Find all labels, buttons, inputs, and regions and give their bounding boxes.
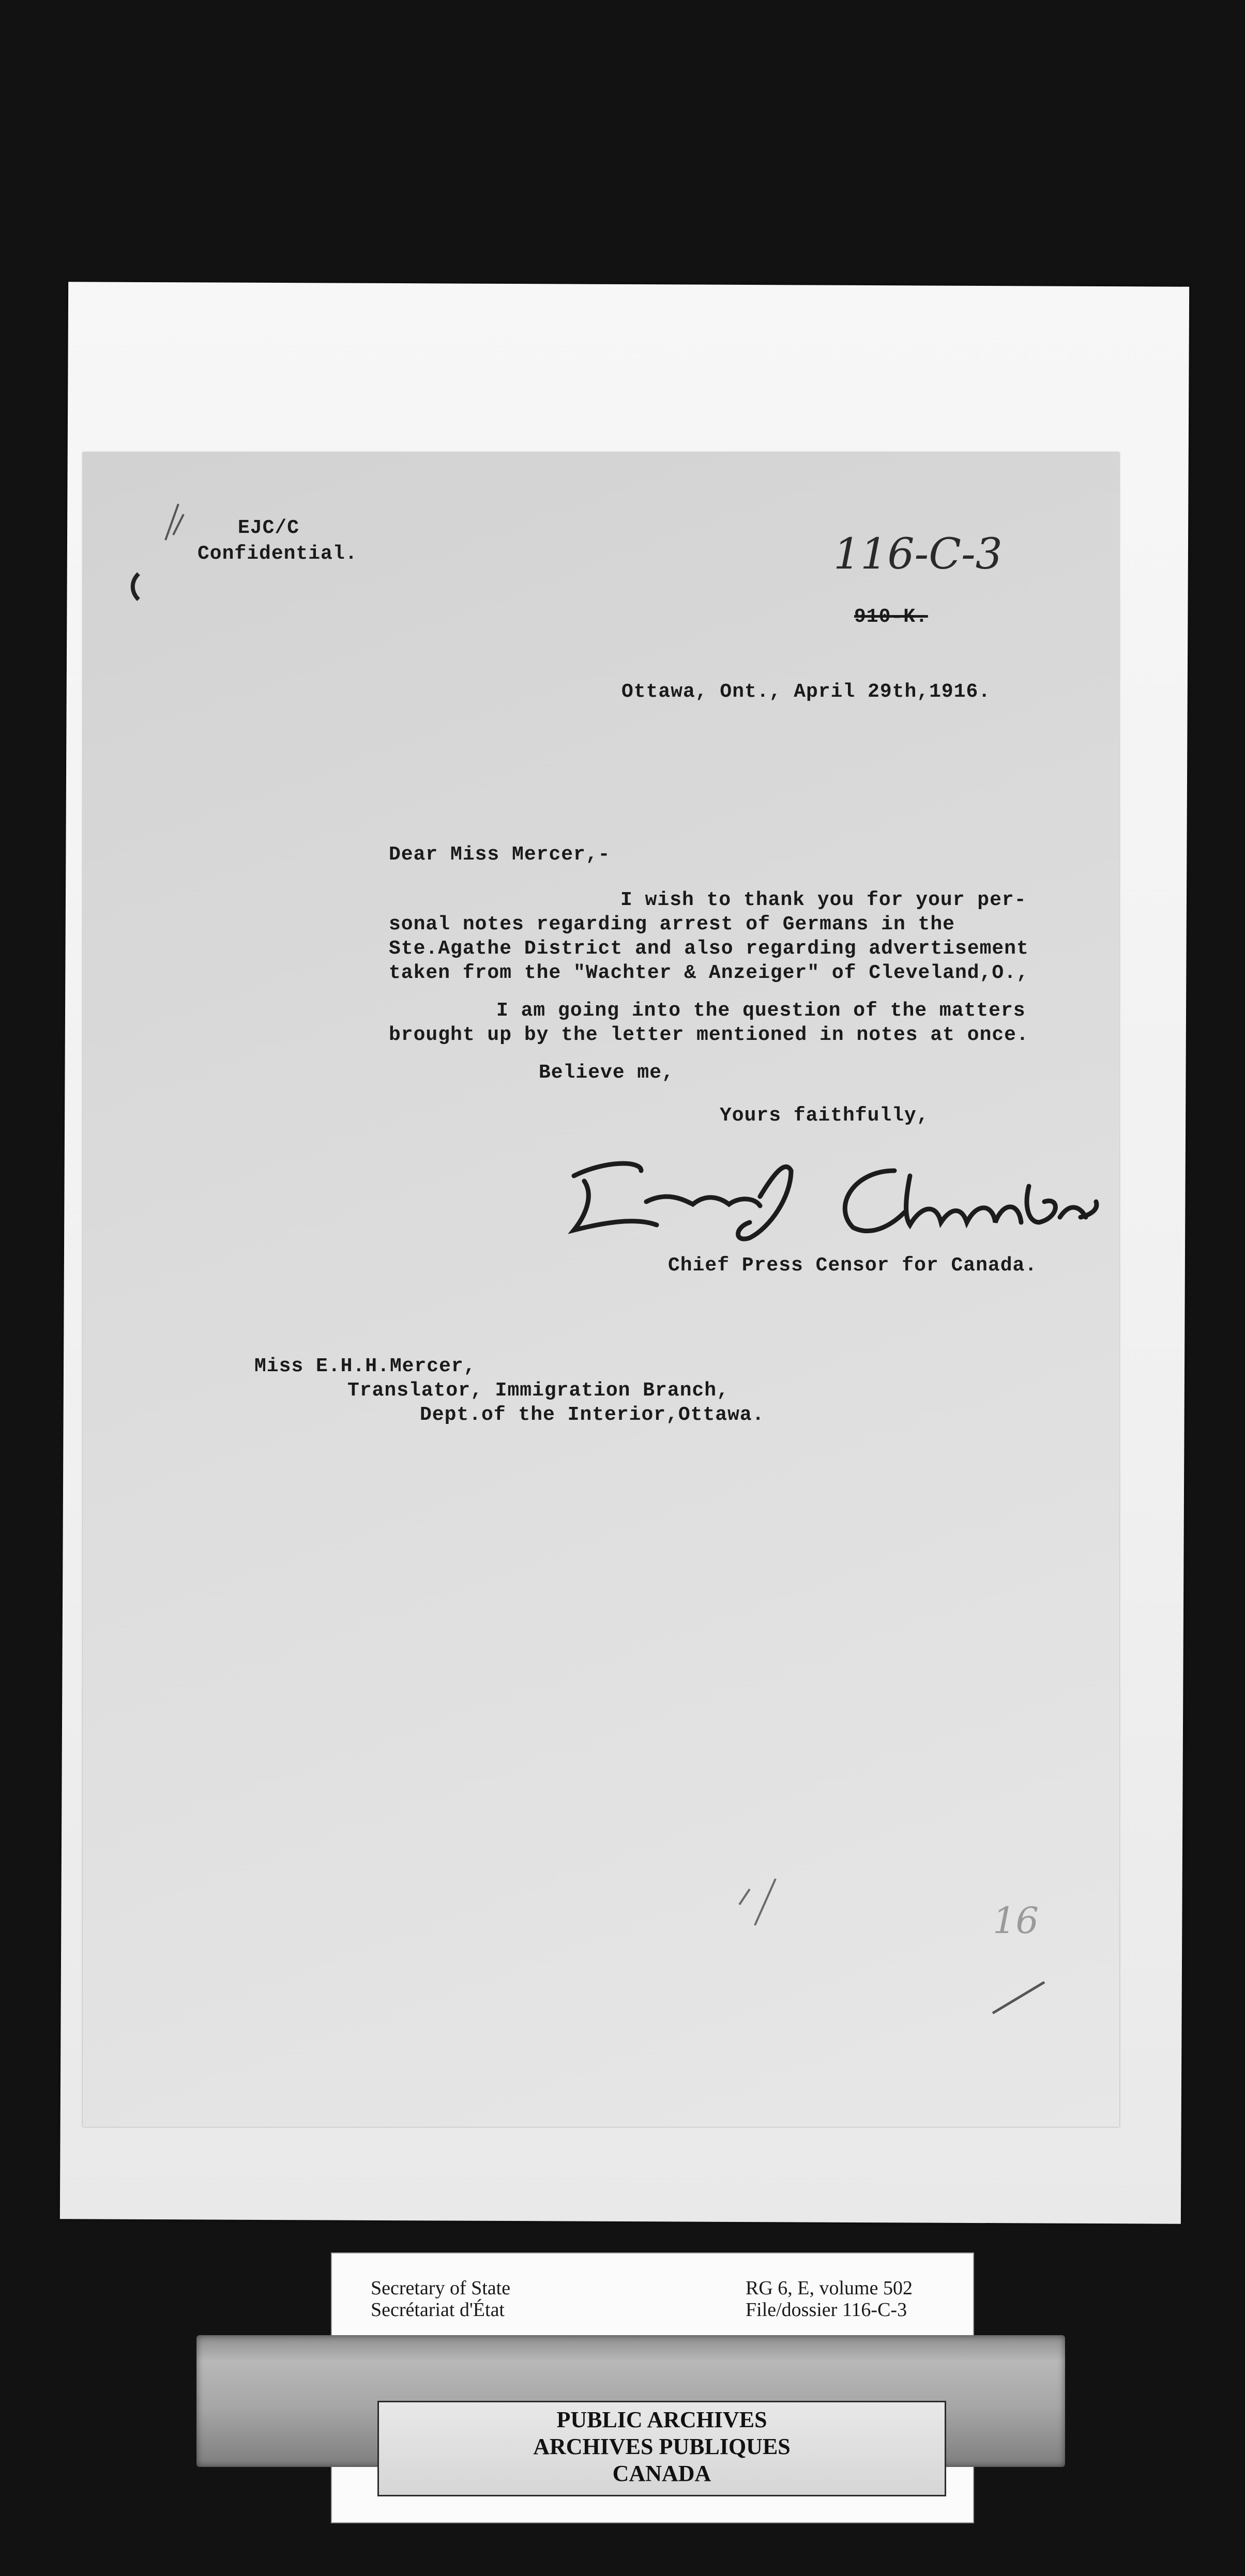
body-line: taken from the "Wachter & Anzeiger" of Cleveland,O., <box>389 962 1029 984</box>
stamp-line-1: PUBLIC ARCHIVES <box>556 2407 767 2432</box>
archive-record-group: RG 6, E, volume 502 <box>746 2277 913 2299</box>
hole-punch-mark <box>128 571 149 602</box>
body-line: brought up by the letter mentioned in notes at once. <box>389 1024 1029 1046</box>
archive-org-en: Secretary of State <box>371 2277 511 2299</box>
salutation: Dear Miss Mercer,- <box>389 844 611 866</box>
archive-file-number: File/dossier 116-C-3 <box>746 2299 907 2321</box>
body-line: I am going into the question of the matters <box>496 1000 1026 1022</box>
body-line: Ste.Agathe District and also regarding advertisement <box>389 938 1029 960</box>
pencil-mark <box>160 499 191 545</box>
margin-number: 16 <box>993 1899 1039 1942</box>
stamp-line-2: ARCHIVES PUBLIQUES <box>533 2434 791 2459</box>
recipient-name: Miss E.H.H.Mercer, <box>254 1355 476 1377</box>
letter-sheet <box>83 452 1119 2127</box>
recipient-dept: Dept.of the Interior,Ottawa. <box>420 1404 765 1426</box>
signature <box>564 1140 1101 1259</box>
body-line: sonal notes regarding arrest of Germans in the <box>389 913 955 936</box>
pencil-mark <box>988 1977 1055 2018</box>
closing-believe: Believe me, <box>539 1062 674 1084</box>
reference-initials: EJC/C <box>238 517 300 539</box>
stamp-line-3: CANADA <box>612 2461 711 2486</box>
confidential-label: Confidential. <box>198 543 358 565</box>
archive-org-fr: Secrétariat d'État <box>371 2299 505 2321</box>
body-line: I wish to thank you for your per- <box>620 889 1027 911</box>
recipient-role: Translator, Immigration Branch, <box>347 1379 729 1402</box>
date-line: Ottawa, Ont., April 29th,1916. <box>621 681 991 703</box>
signer-title: Chief Press Censor for Canada. <box>668 1254 1038 1277</box>
public-archives-stamp <box>377 2401 946 2496</box>
file-number-struck: 910-K. <box>854 606 928 628</box>
pencil-mark <box>729 1874 791 1930</box>
closing-yours: Yours faithfully, <box>720 1105 929 1127</box>
file-number-handwritten: 116-C-3 <box>833 530 1003 579</box>
